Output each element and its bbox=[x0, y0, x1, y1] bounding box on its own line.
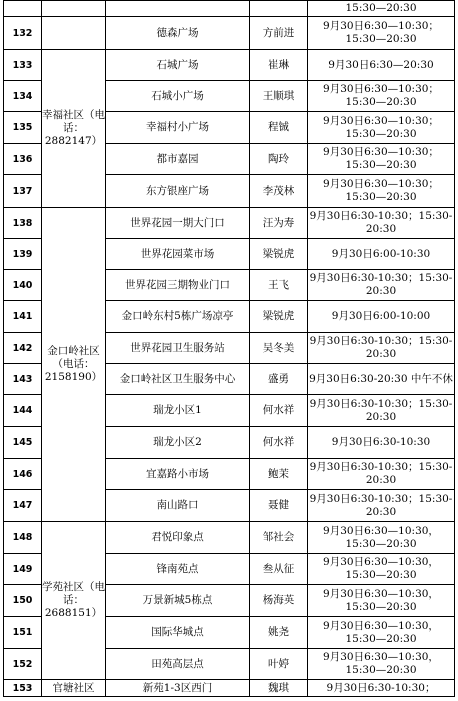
site-name: 南山路口 bbox=[106, 490, 250, 522]
row-number: 141 bbox=[4, 301, 42, 333]
service-time: 9月30日6:00-10:00 bbox=[308, 301, 455, 333]
table-row bbox=[4, 680, 455, 697]
row-number: 135 bbox=[4, 112, 42, 144]
row-number: 145 bbox=[4, 427, 42, 459]
service-time: 9月30日6:30—10:30；15:30—20:30 bbox=[308, 81, 455, 112]
service-time: 9月30日6:30-10:30；15:30-20:30 bbox=[308, 490, 455, 522]
service-time: 9月30日6:30-10:30；15:30-20:30 bbox=[308, 395, 455, 427]
row-number: 136 bbox=[4, 144, 42, 175]
staff-name: 程铖 bbox=[250, 112, 308, 144]
site-name: 金口岭社区卫生服务中心 bbox=[106, 364, 250, 395]
row-number: 153 bbox=[4, 680, 42, 697]
site-name: 万景新城5栋点 bbox=[106, 585, 250, 617]
row-number: 138 bbox=[4, 208, 42, 239]
row-number: 139 bbox=[4, 239, 42, 270]
site-name: 世界花园一期大门口 bbox=[106, 208, 250, 239]
staff-name: 聂健 bbox=[250, 490, 308, 522]
service-time: 9月30日6:30—10:30，15:30—20:30 bbox=[308, 649, 455, 680]
community-cell bbox=[42, 17, 106, 50]
site-name: 石城小广场 bbox=[106, 81, 250, 112]
staff-name: 盛勇 bbox=[250, 364, 308, 395]
site-name: 石城广场 bbox=[106, 50, 250, 81]
row-number: 142 bbox=[4, 333, 42, 364]
service-time: 9月30日6:30—10:30；15:30—20:30 bbox=[308, 175, 455, 208]
site-name: 田苑高层点 bbox=[106, 649, 250, 680]
staff-name: 陶玲 bbox=[250, 144, 308, 175]
staff-name: 方前进 bbox=[250, 17, 308, 50]
site-name: 君悦印象点 bbox=[106, 522, 250, 554]
site-name: 新苑1-3区西门 bbox=[106, 680, 250, 697]
table-row bbox=[4, 50, 455, 81]
service-time: 9月30日6:30—10:30，15:30—20:30 bbox=[308, 585, 455, 617]
staff-name: 叶婷 bbox=[250, 649, 308, 680]
staff-name: 叁从征 bbox=[250, 554, 308, 585]
service-time: 9月30日6:30—20:30 bbox=[308, 50, 455, 81]
staff-name: 王顺琪 bbox=[250, 81, 308, 112]
row-number: 140 bbox=[4, 270, 42, 301]
row-number: 133 bbox=[4, 50, 42, 81]
row-number: 148 bbox=[4, 522, 42, 554]
row-number: 151 bbox=[4, 617, 42, 649]
staff-name: 梁锐虎 bbox=[250, 239, 308, 270]
row-number: 137 bbox=[4, 175, 42, 208]
table-row bbox=[4, 208, 455, 239]
staff-name: 汪为寿 bbox=[250, 208, 308, 239]
staff-name: 魏琪 bbox=[250, 680, 308, 697]
row-number: 132 bbox=[4, 17, 42, 50]
site-name bbox=[106, 1, 250, 17]
staff-name: 杨海英 bbox=[250, 585, 308, 617]
community-jinkouling: 金口岭社区（电话：2158190） bbox=[42, 208, 106, 522]
staff-name bbox=[250, 1, 308, 17]
service-time: 9月30日6:30-10:30；15:30-20:30 bbox=[308, 459, 455, 490]
site-name: 幸福村小广场 bbox=[106, 112, 250, 144]
service-time: 9月30日6:30-10:30；15:30-20:30 bbox=[308, 208, 455, 239]
site-name: 瑞龙小区2 bbox=[106, 427, 250, 459]
row-number: 149 bbox=[4, 554, 42, 585]
staff-name: 崔琳 bbox=[250, 50, 308, 81]
site-name: 世界花园菜市场 bbox=[106, 239, 250, 270]
service-time: 9月30日6:30-20:30 中午不休 bbox=[308, 364, 455, 395]
community-cell bbox=[42, 1, 106, 17]
staff-name: 李茂林 bbox=[250, 175, 308, 208]
site-name: 世界花园三期物业门口 bbox=[106, 270, 250, 301]
site-name: 世界花园卫生服务站 bbox=[106, 333, 250, 364]
site-name: 金口岭东村5栋广场凉亭 bbox=[106, 301, 250, 333]
staff-name: 王飞 bbox=[250, 270, 308, 301]
row-number: 134 bbox=[4, 81, 42, 112]
table-row bbox=[4, 522, 455, 554]
row-number: 150 bbox=[4, 585, 42, 617]
table-row bbox=[4, 1, 455, 17]
site-name: 锋南苑点 bbox=[106, 554, 250, 585]
community-xingfu: 幸福社区（电话：2882147） bbox=[42, 50, 106, 208]
testing-site-table bbox=[3, 0, 455, 697]
row-number bbox=[4, 1, 42, 17]
service-time: 9月30日6:30—10:30；15:30—20:30 bbox=[308, 17, 455, 50]
site-name: 宜嘉路小市场 bbox=[106, 459, 250, 490]
service-time: 9月30日6:30-10:30； bbox=[308, 680, 455, 697]
service-time: 9月30日6:30—10:30；15:30—20:30 bbox=[308, 144, 455, 175]
schedule-sheet bbox=[3, 0, 454, 697]
service-time: 9月30日6:30—10:30，15:30—20:30 bbox=[308, 522, 455, 554]
service-time: 9月30日6:30-10:30；15:30-20:30 bbox=[308, 270, 455, 301]
service-time: 9月30日6:30—10:30；15:30—20:30 bbox=[308, 112, 455, 144]
staff-name: 何水祥 bbox=[250, 395, 308, 427]
site-name: 瑞龙小区1 bbox=[106, 395, 250, 427]
row-number: 152 bbox=[4, 649, 42, 680]
site-name: 东方银座广场 bbox=[106, 175, 250, 208]
staff-name: 何水祥 bbox=[250, 427, 308, 459]
community-xueyuan: 学苑社区（电话：2688151） bbox=[42, 522, 106, 680]
staff-name: 邹社会 bbox=[250, 522, 308, 554]
site-name: 都市嘉园 bbox=[106, 144, 250, 175]
staff-name: 吴冬美 bbox=[250, 333, 308, 364]
site-name: 国际华城点 bbox=[106, 617, 250, 649]
table-row bbox=[4, 17, 455, 50]
row-number: 147 bbox=[4, 490, 42, 522]
site-name: 德森广场 bbox=[106, 17, 250, 50]
service-time: 9月30日6:30-10:30；15:30-20:30 bbox=[308, 333, 455, 364]
staff-name: 姚尧 bbox=[250, 617, 308, 649]
row-number: 146 bbox=[4, 459, 42, 490]
staff-name: 梁锐虎 bbox=[250, 301, 308, 333]
staff-name: 鲍茉 bbox=[250, 459, 308, 490]
service-time: 9月30日6:30-10:30 bbox=[308, 427, 455, 459]
row-number: 143 bbox=[4, 364, 42, 395]
row-number: 144 bbox=[4, 395, 42, 427]
service-time: 15:30—20:30 bbox=[308, 1, 455, 17]
service-time: 9月30日6:00-10:30 bbox=[308, 239, 455, 270]
community-guantang: 官塘社区 bbox=[42, 680, 106, 697]
service-time: 9月30日6:30—10:30，15:30—20:30 bbox=[308, 554, 455, 585]
service-time: 9月30日6:30—10:30，15:30—20:30 bbox=[308, 617, 455, 649]
